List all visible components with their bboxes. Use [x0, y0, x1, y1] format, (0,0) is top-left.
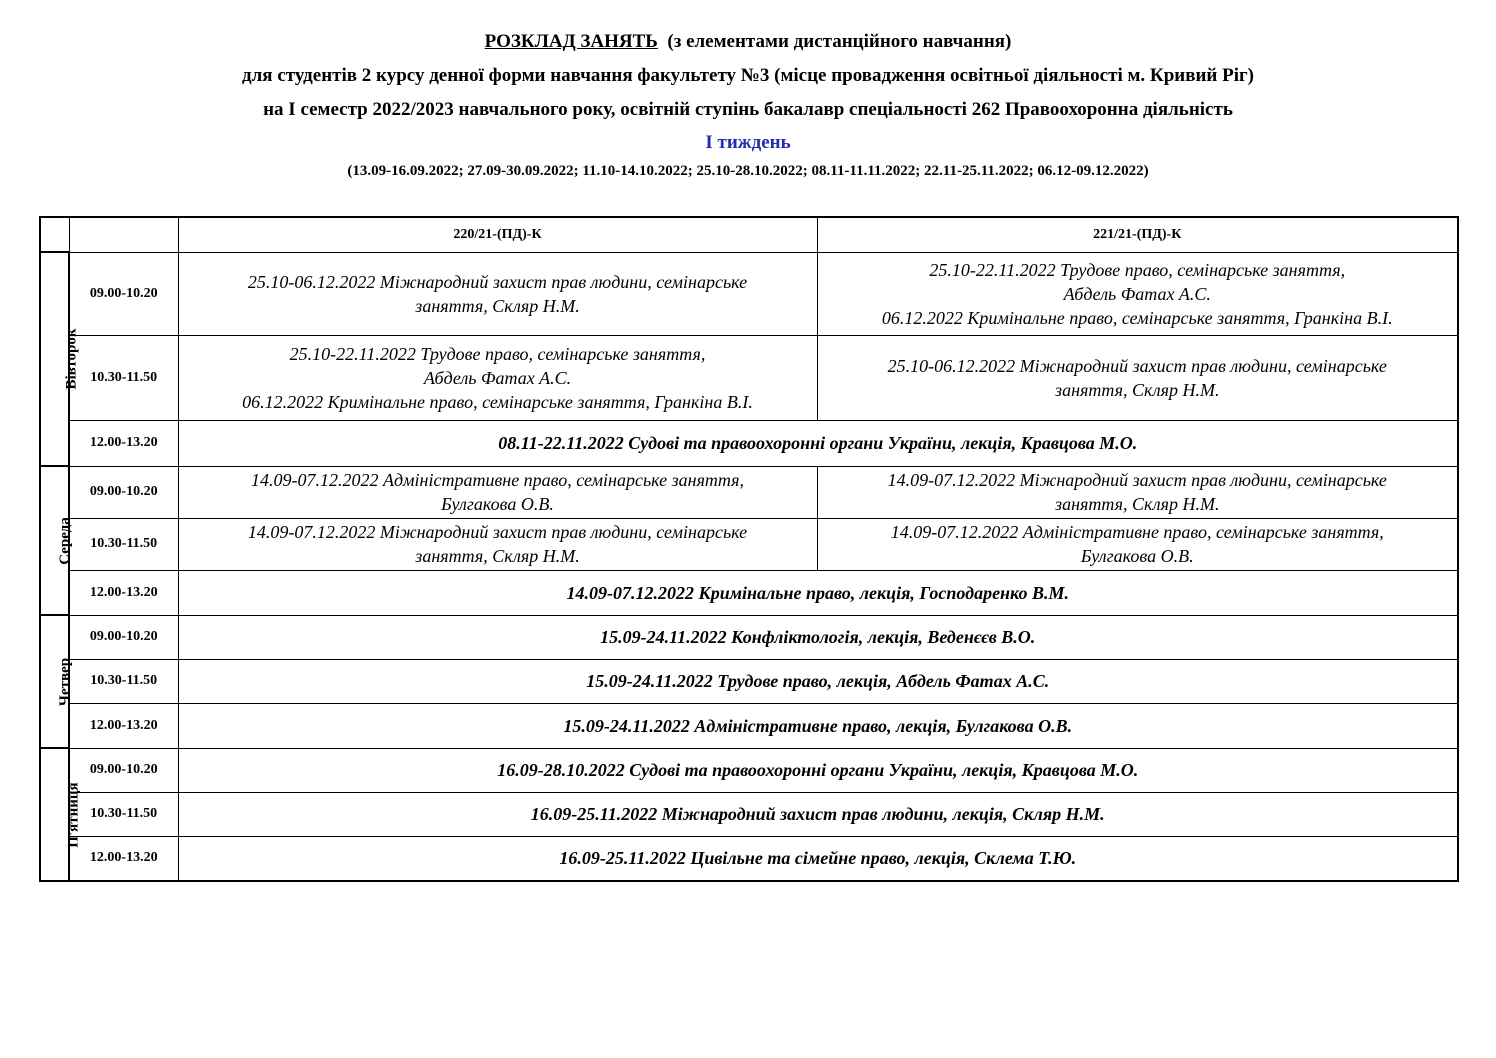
time-cell: 09.00-10.20 — [69, 466, 178, 518]
time-cell: 12.00-13.20 — [69, 570, 178, 615]
joint-class-cell: 14.09-07.12.2022 Кримінальне право, лекція, Господаренко В.М. — [178, 570, 1458, 615]
subtitle: для студентів 2 курсу денної форми навчання факультету №3 (місце провадження освітньої діяльності м. Кривий Ріг) — [242, 65, 1254, 86]
time-cell: 10.30-11.50 — [69, 335, 178, 420]
time-cell: 10.30-11.50 — [69, 659, 178, 703]
table-row — [40, 659, 1458, 703]
class-line: 25.10-22.11.2022 Трудове право, семінарське заняття, — [929, 259, 1346, 280]
time-cell: 12.00-13.20 — [69, 703, 178, 748]
semester-line: на I семестр 2022/2023 навчального року, освітній ступінь бакалавр спеціальності 262 Правоохоронна діяльність — [263, 99, 1233, 120]
day-label: Вівторок — [63, 328, 80, 390]
table-row — [40, 748, 1458, 792]
title-main: РОЗКЛАД ЗАНЯТЬ — [484, 31, 658, 52]
group-header-1: 220/21-(ПД)-К — [178, 217, 817, 252]
time-cell: 12.00-13.20 — [69, 836, 178, 881]
group-header-2: 221/21-(ПД)-К — [817, 217, 1458, 252]
class-cell — [178, 335, 817, 420]
class-line: заняття, Скляр Н.М. — [415, 295, 580, 316]
time-cell: 12.00-13.20 — [69, 420, 178, 466]
joint-class-cell: 15.09-24.11.2022 Трудове право, лекція, Абдель Фатах А.С. — [178, 659, 1458, 703]
class-cell — [178, 466, 817, 518]
joint-class-cell: 15.09-24.11.2022 Адміністративне право, лекція, Булгакова О.В. — [178, 703, 1458, 748]
joint-class-cell: 16.09-25.11.2022 Цивільне та сімейне право, лекція, Склема Т.Ю. — [178, 836, 1458, 881]
table-row — [40, 335, 1458, 420]
joint-class-cell: 16.09-25.11.2022 Міжнародний захист прав людини, лекція, Скляр Н.М. — [178, 792, 1458, 836]
table-row — [40, 792, 1458, 836]
class-line: 25.10-22.11.2022 Трудове право, семінарське заняття, — [289, 343, 706, 364]
class-line: 14.09-07.12.2022 Адміністративне право, семінарське заняття, — [250, 470, 745, 490]
class-line: 25.10-06.12.2022 Міжнародний захист прав людини, семінарське — [887, 355, 1387, 376]
class-line: Абдель Фатах А.С. — [1063, 283, 1211, 304]
table-row — [40, 703, 1458, 748]
class-line: заняття, Скляр Н.М. — [1055, 494, 1220, 514]
class-cell — [178, 518, 817, 570]
time-cell: 10.30-11.50 — [69, 518, 178, 570]
class-line: Абдель Фатах А.С. — [423, 367, 572, 388]
day-label: Четвер — [57, 657, 74, 706]
table-row — [40, 615, 1458, 659]
week-dates: (13.09-16.09.2022; 27.09-30.09.2022; 11.10-14.10.2022; 25.10-28.10.2022; 08.11-11.11.2022; 22.11-25.11.2022; 06.12-09.12.2022) — [347, 163, 1149, 179]
schedule-table — [39, 216, 1459, 882]
class-cell — [817, 466, 1458, 518]
header-empty-day — [40, 217, 69, 252]
class-cell — [178, 252, 817, 335]
week-label: I тиждень — [705, 132, 791, 153]
day-cell-tuesday — [40, 252, 80, 466]
table-row — [40, 836, 1458, 881]
table-header-row — [40, 217, 1458, 252]
joint-class-cell: 15.09-24.11.2022 Конфліктологія, лекція, Веденєєв В.О. — [178, 615, 1458, 659]
joint-class-cell: 16.09-28.10.2022 Судові та правоохоронні органи України, лекція, Кравцова М.О. — [178, 748, 1458, 792]
time-cell: 09.00-10.20 — [69, 252, 178, 335]
class-line: 06.12.2022 Кримінальне право, семінарське заняття, Гранкіна В.І. — [242, 391, 753, 412]
class-line: заняття, Скляр Н.М. — [1055, 379, 1220, 400]
page-title — [0, 31, 1496, 53]
time-cell: 10.30-11.50 — [69, 792, 178, 836]
class-line: 14.09-07.12.2022 Міжнародний захист прав людини, семінарське — [247, 522, 748, 542]
table-row — [40, 252, 1458, 335]
day-label: Середа — [56, 516, 73, 565]
class-line: 25.10-06.12.2022 Міжнародний захист прав людини, семінарське — [247, 271, 748, 292]
class-cell — [817, 252, 1458, 335]
class-line: заняття, Скляр Н.М. — [415, 546, 580, 566]
day-label: П'ятниця — [65, 781, 82, 848]
day-cell-thursday — [40, 615, 74, 748]
title-note: (з елементами дистанційного навчання) — [667, 31, 1012, 52]
time-cell: 09.00-10.20 — [69, 615, 178, 659]
table-row — [40, 518, 1458, 570]
day-cell-wednesday — [40, 466, 73, 615]
day-cell-friday — [40, 748, 82, 881]
joint-class-cell: 08.11-22.11.2022 Судові та правоохоронні органи України, лекція, Кравцова М.О. — [178, 420, 1458, 466]
header-empty-time — [69, 217, 178, 252]
table-row — [40, 570, 1458, 615]
table-row — [40, 420, 1458, 466]
class-line: 06.12.2022 Кримінальне право, семінарське заняття, Гранкіна В.І. — [881, 307, 1393, 328]
time-cell: 09.00-10.20 — [69, 748, 178, 792]
class-line: Булгакова О.В. — [1080, 546, 1194, 566]
class-line: 14.09-07.12.2022 Міжнародний захист прав людини, семінарське — [887, 470, 1387, 490]
table-row — [40, 466, 1458, 518]
class-cell — [817, 335, 1458, 420]
class-line: Булгакова О.В. — [441, 494, 554, 514]
class-line: 14.09-07.12.2022 Адміністративне право, семінарське заняття, — [890, 522, 1384, 542]
class-cell — [817, 518, 1458, 570]
